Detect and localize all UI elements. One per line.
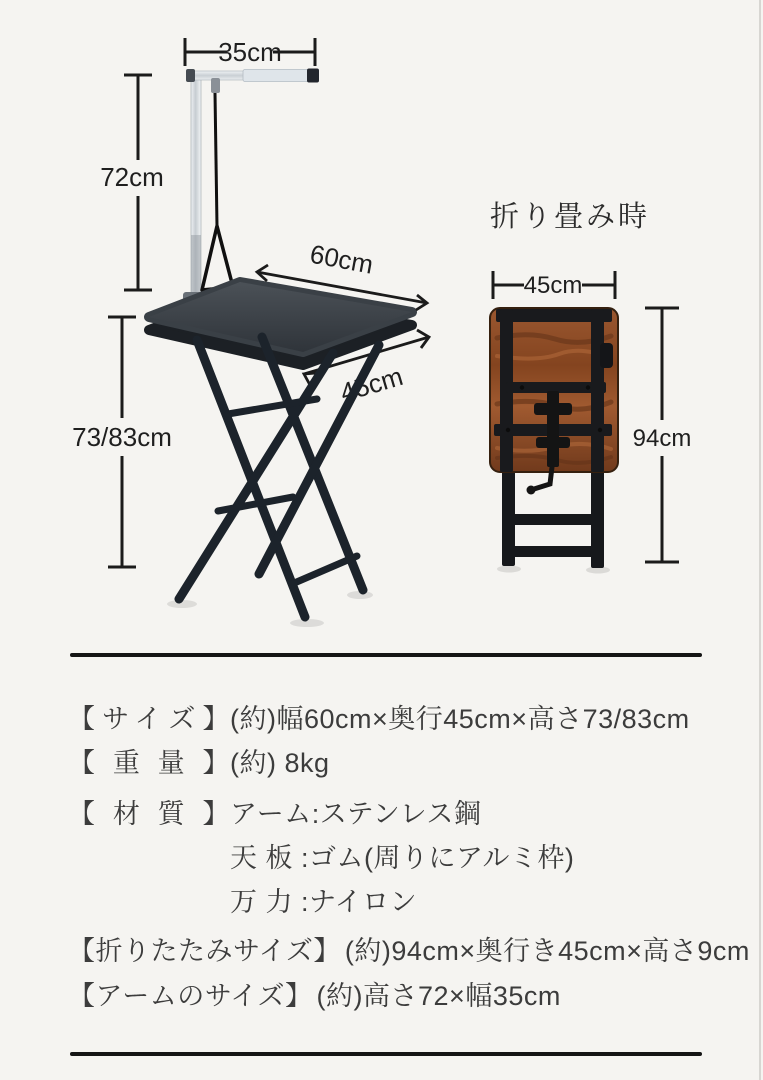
floor-shadows <box>167 591 373 627</box>
spec-value: 天 板 :ゴム(周りにアルミ枠) <box>230 843 575 873</box>
dim-arm-width-label: 35cm <box>218 37 282 67</box>
spec-value: (約)幅60cm×奥行45cm×高さ73/83cm <box>230 704 690 734</box>
spec-label: 【材質】 <box>68 799 230 829</box>
dim-folded-height-label: 94cm <box>632 425 692 452</box>
spec-value: (約)高さ72×幅35cm <box>316 981 561 1011</box>
spec-row-size <box>68 702 690 736</box>
spec-label: 【重量】 <box>68 748 230 778</box>
dim-table-height-label: 73/83cm <box>72 422 172 452</box>
image-right-border <box>759 0 761 1080</box>
dim-folded-width-label: 45cm <box>523 272 583 299</box>
spec-label: 【サイズ】 <box>68 704 230 734</box>
spec-label: 【折りたたみサイズ】 <box>68 936 341 966</box>
dim-top-width-label: 60cm <box>307 238 376 280</box>
folded-legs <box>502 468 604 568</box>
noose-strap <box>202 78 233 290</box>
grooming-arm <box>181 69 319 312</box>
spec-row-folded-size <box>68 934 750 968</box>
divider-top <box>70 653 702 657</box>
spec-value: (約)94cm×奥行き45cm×高さ9cm <box>344 936 750 966</box>
spec-label: 【アームのサイズ】 <box>68 981 313 1011</box>
spec-value: アーム:ステンレス鋼 <box>230 799 482 829</box>
spec-row-weight <box>68 746 330 780</box>
dim-arm-height-label: 72cm <box>100 162 164 192</box>
spec-row-material-vise <box>68 885 417 919</box>
folded-title: 折り畳み時 <box>490 201 651 233</box>
dim-top-depth-label: 45cm <box>336 360 407 408</box>
spec-row-arm-size <box>68 979 561 1013</box>
spec-value: (約) 8kg <box>230 748 330 778</box>
spec-row-material-arm <box>68 797 481 831</box>
divider-bottom <box>70 1052 702 1056</box>
spec-row-material-top <box>68 841 574 875</box>
spec-value: 万 力 :ナイロン <box>230 887 418 917</box>
